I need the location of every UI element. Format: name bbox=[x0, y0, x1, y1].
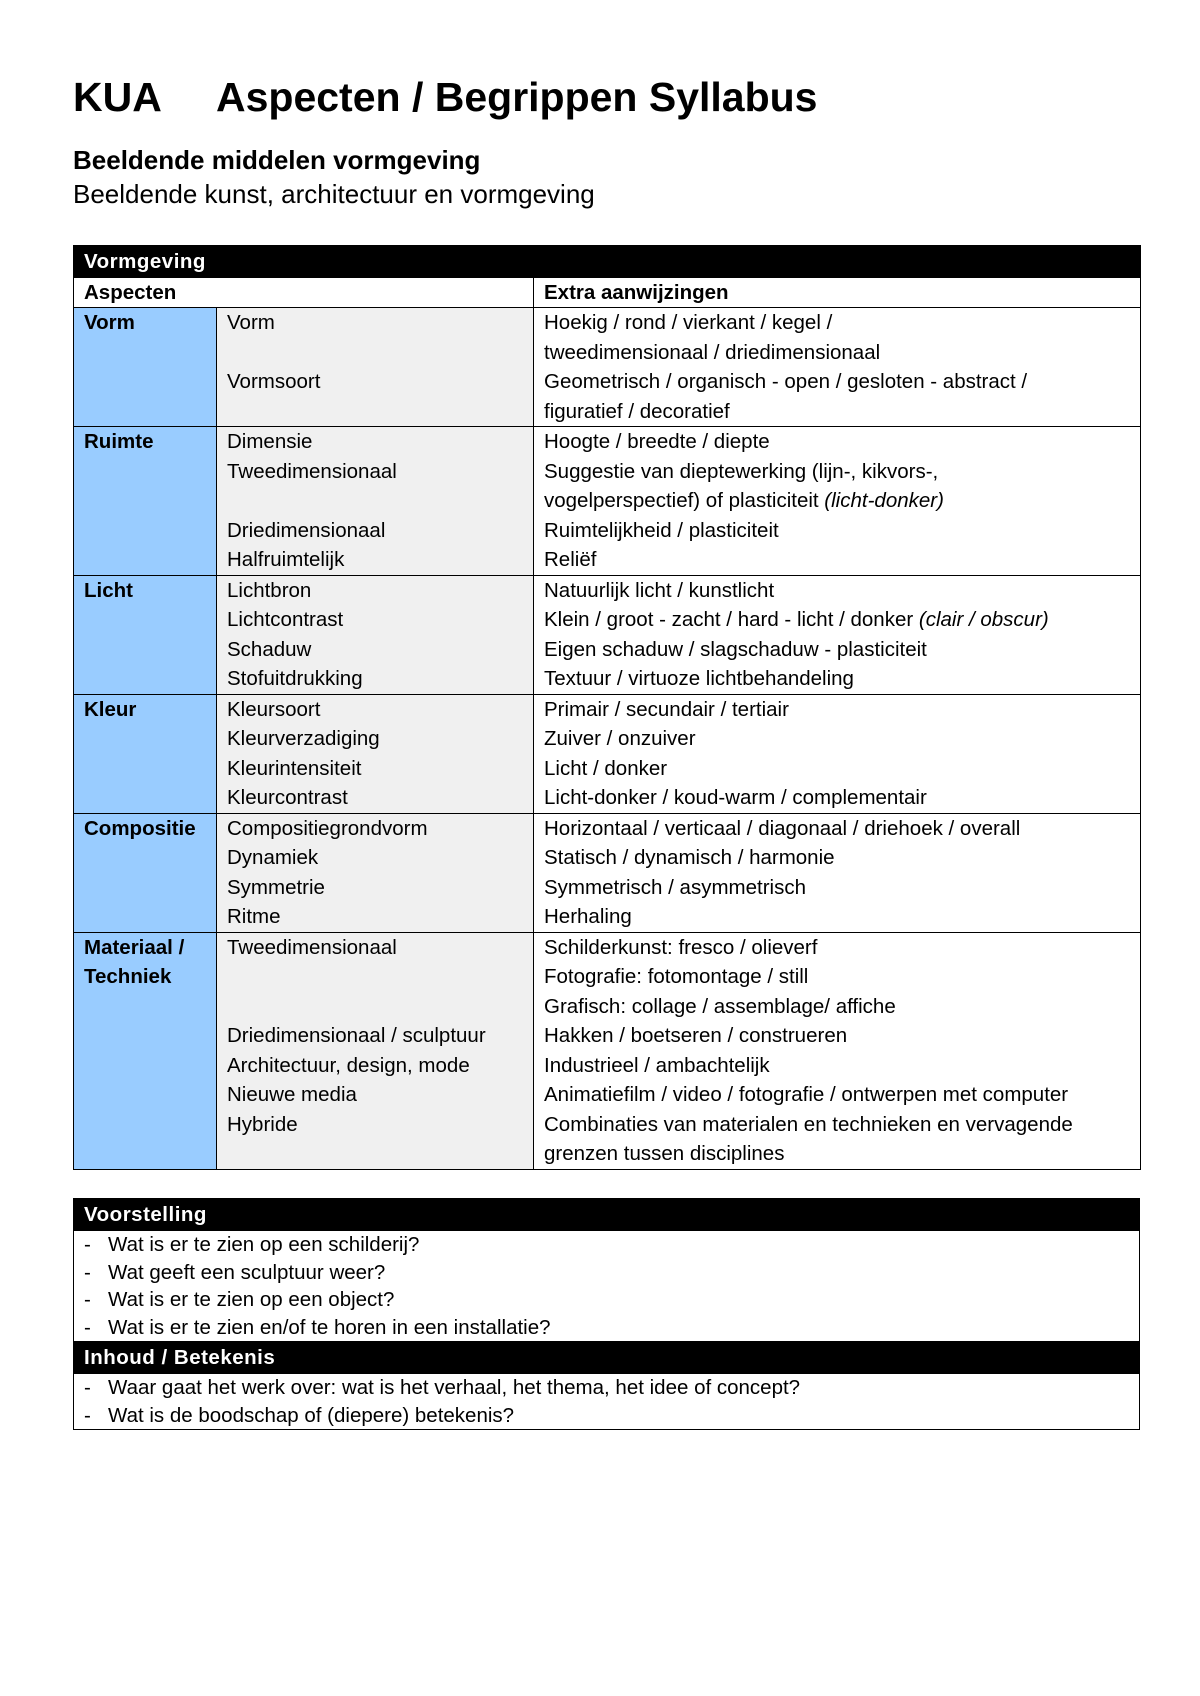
extra-text: Horizontaal / verticaal / diagonaal / driehoek / overall bbox=[544, 816, 1021, 840]
extra-text: Hoekig / rond / vierkant / kegel / bbox=[544, 311, 833, 334]
sub-aspect: Architectuur, design, mode bbox=[227, 1053, 470, 1077]
extra-line bbox=[544, 427, 1140, 457]
list-item bbox=[84, 1231, 1139, 1259]
extra-text: Grafisch: collage / assemblage/ affiche bbox=[544, 994, 896, 1018]
voorstelling-list bbox=[74, 1231, 1140, 1342]
extra-line bbox=[544, 992, 1140, 1022]
sub-aspects bbox=[217, 932, 534, 1169]
extra-line bbox=[544, 635, 1140, 665]
extra-text: Combinaties van materialen en technieken en vervagende bbox=[544, 1112, 1073, 1136]
list-item-text: Wat geeft een sculptuur weer? bbox=[108, 1260, 386, 1284]
sub-aspect: Kleurintensiteit bbox=[227, 756, 362, 780]
sub-aspects bbox=[217, 575, 534, 694]
vormgeving-table bbox=[73, 245, 1141, 1170]
sub-aspect bbox=[227, 1139, 533, 1169]
sub-aspect: Schaduw bbox=[227, 637, 312, 661]
list-item-text: Waar gaat het werk over: wat is het verhaal, het thema, het idee of concept? bbox=[108, 1376, 801, 1399]
extra-notes bbox=[534, 308, 1141, 427]
column-header-aspects: Aspecten bbox=[74, 278, 534, 308]
extra-line bbox=[544, 367, 1140, 397]
sub-aspect: Compositiegrondvorm bbox=[227, 816, 428, 840]
list-item bbox=[84, 1402, 1139, 1430]
extra-text: Schilderkunst: fresco / olieverf bbox=[544, 935, 818, 959]
sub-aspect: Driedimensionaal / sculptuur bbox=[227, 1024, 486, 1047]
extra-text: Industrieel / ambachtelijk bbox=[544, 1053, 770, 1077]
aspect-name bbox=[74, 694, 217, 813]
inhoud-list bbox=[74, 1374, 1140, 1430]
extra-text: Licht / donker bbox=[544, 756, 668, 780]
extra-notes bbox=[534, 694, 1141, 813]
sub-aspect bbox=[227, 397, 533, 427]
extra-line bbox=[544, 486, 1140, 516]
extra-line bbox=[544, 902, 1140, 932]
extra-notes bbox=[534, 427, 1141, 576]
sub-aspect: Dynamiek bbox=[227, 846, 319, 869]
extra-line bbox=[544, 783, 1140, 813]
list-item-text: Wat is er te zien op een schilderij? bbox=[108, 1233, 420, 1256]
extra-text: Primair / secundair / tertiair bbox=[544, 697, 789, 721]
table-row bbox=[74, 308, 1141, 427]
extra-line bbox=[544, 843, 1140, 873]
subtitle: Beeldende middelen vormgeving bbox=[73, 145, 481, 175]
table-row bbox=[74, 813, 1141, 932]
list-item bbox=[84, 1314, 1139, 1342]
sub-aspect: Stofuitdrukking bbox=[227, 667, 363, 690]
extra-text: Reliëf bbox=[544, 548, 597, 571]
page-title bbox=[73, 74, 818, 121]
sub-aspect: Lichtcontrast bbox=[227, 608, 344, 631]
extra-line bbox=[544, 1110, 1140, 1140]
list-item bbox=[84, 1259, 1139, 1287]
table-row bbox=[74, 694, 1141, 813]
sub-aspect: Vorm bbox=[227, 311, 275, 334]
bullet-dash: - bbox=[84, 1315, 91, 1339]
extra-text: vogelperspectief) of plasticiteit bbox=[544, 489, 819, 512]
sub-aspects bbox=[217, 427, 534, 576]
extra-text: Suggestie van dieptewerking (lijn-, kikvors-, bbox=[544, 459, 939, 483]
extra-line bbox=[544, 1139, 1140, 1169]
aspect-label: Materiaal / Techniek bbox=[84, 935, 185, 988]
sub-aspects bbox=[217, 694, 534, 813]
extra-text: Animatiefilm / video / fotografie / ontwerpen met computer bbox=[544, 1083, 1069, 1106]
sub-aspect bbox=[227, 338, 533, 368]
extra-line bbox=[544, 457, 1140, 487]
extra-notes bbox=[534, 575, 1141, 694]
column-header-extra: Extra aanwijzingen bbox=[534, 278, 1141, 308]
sub-aspect: Ritme bbox=[227, 905, 281, 928]
extra-line bbox=[544, 576, 1140, 606]
extra-text: Natuurlijk licht / kunstlicht bbox=[544, 578, 775, 602]
sub-aspect: Lichtbron bbox=[227, 578, 312, 602]
sub-aspect: Dimensie bbox=[227, 430, 313, 453]
extra-line bbox=[544, 1021, 1140, 1051]
extra-notes bbox=[534, 813, 1141, 932]
extra-notes bbox=[534, 932, 1141, 1169]
sub-aspect: Vormsoort bbox=[227, 370, 321, 393]
extra-text: Symmetrisch / asymmetrisch bbox=[544, 875, 806, 899]
extra-line bbox=[544, 933, 1140, 963]
aspect-label: Licht bbox=[84, 578, 133, 602]
aspect-name bbox=[74, 308, 217, 427]
extra-line bbox=[544, 814, 1140, 844]
extra-line bbox=[544, 308, 1140, 338]
extra-line bbox=[544, 397, 1140, 427]
extra-line bbox=[544, 754, 1140, 784]
voorstelling-heading: Voorstelling bbox=[74, 1199, 1140, 1231]
extra-line bbox=[544, 338, 1140, 368]
sub-aspect: Hybride bbox=[227, 1112, 298, 1136]
extra-text: Eigen schaduw / slagschaduw - plasticiteit bbox=[544, 637, 927, 661]
sub-aspect: Kleurverzadiging bbox=[227, 727, 380, 750]
voorstelling-inhoud-table bbox=[73, 1198, 1140, 1430]
extra-text: tweedimensionaal / driedimensionaal bbox=[544, 340, 881, 364]
title-text: Aspecten / Begrippen Syllabus bbox=[216, 74, 818, 120]
extra-text: Statisch / dynamisch / harmonie bbox=[544, 846, 835, 869]
extra-text: Zuiver / onzuiver bbox=[544, 727, 696, 750]
subtitle-secondary: Beeldende kunst, architectuur en vormgeving bbox=[73, 179, 595, 209]
sub-aspects bbox=[217, 308, 534, 427]
aspect-name bbox=[74, 575, 217, 694]
sub-aspect: Halfruimtelijk bbox=[227, 548, 345, 571]
sub-aspect bbox=[227, 992, 533, 1022]
extra-text: Fotografie: fotomontage / still bbox=[544, 965, 809, 988]
extra-line bbox=[544, 664, 1140, 694]
table-row bbox=[74, 427, 1141, 576]
list-item-text: Wat is er te zien en/of te horen in een installatie? bbox=[108, 1315, 551, 1339]
list-item bbox=[84, 1374, 1139, 1402]
vormgeving-heading: Vormgeving bbox=[74, 246, 1141, 278]
extra-italic-text: (licht-donker) bbox=[818, 489, 944, 512]
aspect-name bbox=[74, 427, 217, 576]
extra-text: Klein / groot - zacht / hard - licht / donker bbox=[544, 608, 914, 631]
sub-aspect bbox=[227, 962, 533, 992]
bullet-dash: - bbox=[84, 1403, 91, 1427]
extra-line bbox=[544, 1051, 1140, 1081]
sub-aspect: Symmetrie bbox=[227, 875, 325, 899]
aspect-rows bbox=[74, 308, 1141, 1170]
aspect-name bbox=[74, 813, 217, 932]
sub-aspect: Kleursoort bbox=[227, 697, 321, 721]
extra-italic-text: (clair / obscur) bbox=[913, 608, 1049, 631]
sub-aspect: Tweedimensionaal bbox=[227, 459, 397, 483]
extra-line bbox=[544, 724, 1140, 754]
sub-aspect: Tweedimensionaal bbox=[227, 935, 397, 959]
extra-line bbox=[544, 545, 1140, 575]
table-row bbox=[74, 932, 1141, 1169]
sub-aspects bbox=[217, 813, 534, 932]
extra-text: Hakken / boetseren / construeren bbox=[544, 1024, 848, 1047]
list-item bbox=[84, 1286, 1139, 1314]
table-row bbox=[74, 575, 1141, 694]
sub-aspect: Nieuwe media bbox=[227, 1083, 357, 1106]
extra-text: Herhaling bbox=[544, 905, 632, 928]
list-item-text: Wat is er te zien op een object? bbox=[108, 1288, 395, 1311]
sub-aspect: Driedimensionaal bbox=[227, 518, 386, 542]
aspect-name bbox=[74, 932, 217, 1169]
extra-text: Licht-donker / koud-warm / complementair bbox=[544, 786, 927, 809]
inhoud-heading: Inhoud / Betekenis bbox=[74, 1342, 1140, 1374]
extra-text: figuratief / decoratief bbox=[544, 399, 730, 423]
bullet-dash: - bbox=[84, 1376, 91, 1399]
extra-text: grenzen tussen disciplines bbox=[544, 1142, 785, 1165]
extra-line bbox=[544, 873, 1140, 903]
bullet-dash: - bbox=[84, 1260, 91, 1284]
extra-line bbox=[544, 516, 1140, 546]
aspect-label: Ruimte bbox=[84, 430, 154, 453]
extra-text: Textuur / virtuoze lichtbehandeling bbox=[544, 667, 854, 690]
extra-line bbox=[544, 962, 1140, 992]
list-item-text: Wat is de boodschap of (diepere) betekenis? bbox=[108, 1403, 515, 1427]
extra-line bbox=[544, 605, 1140, 635]
extra-text: Hoogte / breedte / diepte bbox=[544, 430, 770, 453]
sub-aspect bbox=[227, 486, 533, 516]
extra-text: Ruimtelijkheid / plasticiteit bbox=[544, 518, 779, 542]
bullet-dash: - bbox=[84, 1233, 91, 1256]
aspect-label: Vorm bbox=[84, 311, 135, 334]
sub-aspect: Kleurcontrast bbox=[227, 786, 348, 809]
extra-line bbox=[544, 1080, 1140, 1110]
aspect-label: Compositie bbox=[84, 816, 196, 840]
aspect-label: Kleur bbox=[84, 697, 137, 721]
bullet-dash: - bbox=[84, 1288, 91, 1311]
extra-text: Geometrisch / organisch - open / gesloten - abstract / bbox=[544, 370, 1028, 393]
course-code: KUA bbox=[73, 74, 162, 120]
extra-line bbox=[544, 695, 1140, 725]
